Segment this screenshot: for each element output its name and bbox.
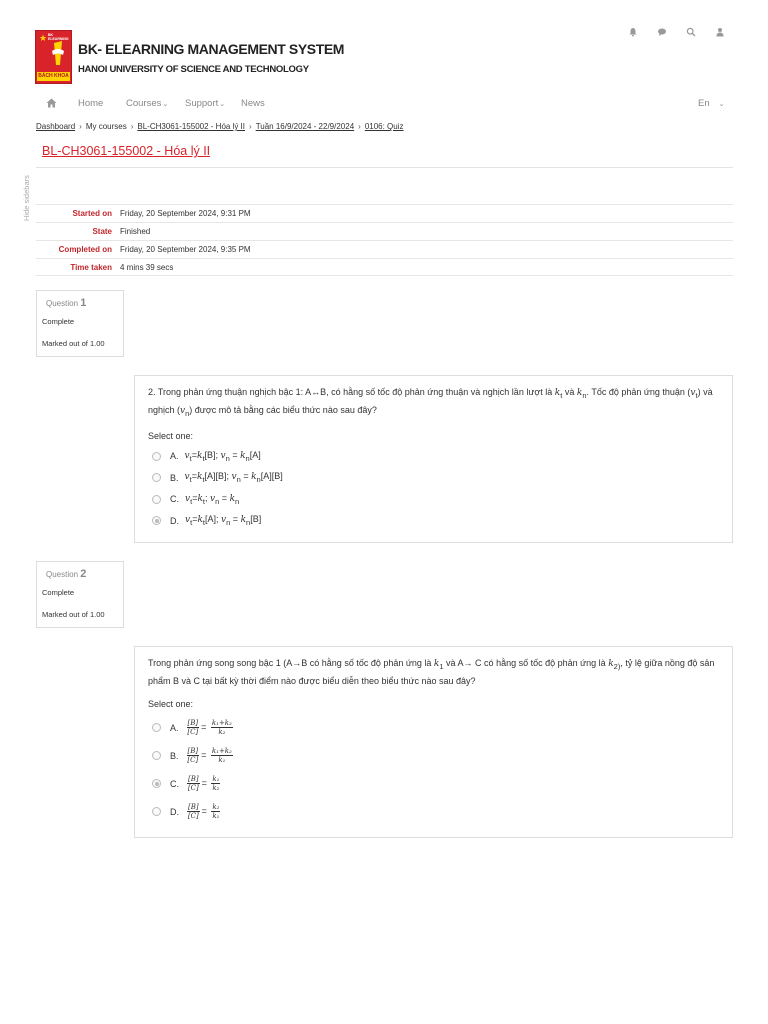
question-state: Complete — [42, 317, 75, 326]
option-letter: C. — [170, 494, 179, 505]
option-text: $v_t=k_t[B]$; $v_n = k_n[A]$ — [184, 449, 261, 463]
site-title: BK- ELEARNING MANAGEMENT SYSTEM — [78, 41, 345, 57]
question-content-2 — [134, 646, 733, 838]
option-letter: D. — [170, 806, 179, 817]
torch-icon — [50, 39, 66, 69]
summary-value: Finished — [120, 227, 151, 236]
breadcrumb-quiz[interactable]: 0106: Quiz — [364, 122, 404, 131]
summary-label: Completed on — [58, 245, 112, 254]
option-text: $v_t=k_t[A]$; $v_n = k_n[B]$ — [185, 514, 262, 528]
divider — [36, 167, 733, 168]
summary-value: Friday, 20 September 2024, 9:35 PM — [120, 245, 251, 254]
answer-option[interactable] — [148, 714, 719, 742]
option-text: $v_t=k_t[A][B]$; $v_n = k_n[A][B]$ — [184, 471, 283, 485]
chevron-down-icon: ⌄ — [219, 101, 226, 108]
answer-option[interactable] — [148, 798, 719, 826]
question-info-1 — [36, 290, 124, 357]
question-number-value: 2 — [80, 568, 87, 580]
answer-option[interactable] — [148, 446, 719, 468]
main-nav — [36, 96, 736, 114]
user-icon[interactable] — [715, 27, 725, 37]
summary-label: State — [92, 227, 112, 236]
answer-option[interactable] — [148, 770, 719, 798]
question-number — [42, 568, 118, 580]
question-number — [42, 297, 118, 309]
nav-support[interactable] — [185, 98, 225, 109]
home-icon[interactable] — [46, 98, 57, 111]
summary-row — [36, 204, 733, 222]
option-text: $\frac{[B]}{[C]}$ = $\frac{\text{k₂}}{\text{k₁}}$ — [187, 803, 220, 821]
nav-home[interactable]: Home — [78, 98, 104, 109]
nav-courses-label: Courses — [126, 98, 162, 109]
question-content-1 — [134, 375, 733, 543]
question-text: 2. Trong phản ứng thuận nghịch bậc 1: A↔B, có hằng số tốc độ phản ứng thuận và nghịch lần lượt là $k_t$ và $k_n$. Tốc độ phản ứng thuận $(v_t)$ và nghịch $(v_n)$ được mô tả bằng các biểu thức nào sau đây? — [148, 387, 713, 418]
radio-button-selected[interactable] — [152, 516, 161, 525]
option-letter: B. — [170, 750, 179, 761]
answer-option[interactable] — [148, 742, 719, 770]
nav-support-label: Support — [185, 98, 219, 109]
radio-button[interactable] — [152, 495, 161, 504]
question-state: Complete — [42, 588, 75, 597]
summary-row — [36, 240, 733, 258]
summary-label: Time taken — [70, 262, 112, 272]
site-logo[interactable] — [35, 30, 72, 84]
chevron-right-icon: › — [249, 122, 252, 131]
chevron-right-icon: › — [79, 122, 82, 131]
option-letter: D. — [170, 515, 179, 526]
select-one-label: Select one: — [148, 698, 194, 709]
option-letter: A. — [170, 722, 179, 733]
option-text: $v_t=k_t$; $v_n = k_n$ — [185, 492, 240, 506]
summary-label: Started on — [72, 209, 112, 218]
radio-button[interactable] — [152, 723, 161, 732]
site-header — [35, 30, 735, 86]
question-info-2 — [36, 561, 124, 628]
search-icon[interactable] — [686, 27, 696, 37]
question-marks: Marked out of 1.00 — [42, 610, 105, 619]
question-label: Question — [46, 570, 79, 579]
chevron-right-icon: › — [130, 122, 134, 131]
chevron-down-icon: ⌄ — [718, 101, 725, 108]
nav-courses[interactable] — [126, 98, 168, 109]
option-text: $\frac{[B]}{[C]}$ = $\frac{\text{k₁+k₂}}{\text{k₁}}$ — [187, 747, 232, 765]
breadcrumb — [36, 122, 404, 131]
breadcrumb-dashboard[interactable]: Dashboard — [36, 122, 76, 131]
answer-option[interactable] — [148, 489, 719, 511]
language-selector[interactable] — [698, 98, 725, 109]
logo-brand: BÁCH KHOA — [38, 73, 69, 79]
answer-options — [148, 446, 719, 532]
question-label: Question — [46, 299, 79, 308]
option-text: $\frac{[B]}{[C]}$ = $\frac{\text{k₁}}{\text{k₂}}$ — [187, 775, 220, 793]
select-one-label: Select one: — [148, 430, 194, 441]
summary-value: 4 mins 39 secs — [120, 262, 174, 272]
nav-news[interactable]: News — [241, 98, 265, 109]
site-subtitle: HANOI UNIVERSITY OF SCIENCE AND TECHNOLOGY — [78, 64, 309, 75]
chevron-right-icon: › — [358, 122, 361, 131]
breadcrumb-my-courses: My courses — [85, 122, 127, 131]
question-number-value: 1 — [80, 297, 87, 309]
radio-button[interactable] — [152, 473, 161, 482]
radio-button[interactable] — [152, 807, 161, 816]
bell-icon[interactable] — [628, 27, 638, 37]
option-text: $\frac{[B]}{[C]}$ = $\frac{\text{k₁+k₂}}{\text{k₂}}$ — [187, 719, 232, 737]
answer-option[interactable] — [148, 510, 719, 532]
summary-row — [36, 222, 733, 240]
question-marks: Marked out of 1.00 — [42, 339, 105, 348]
radio-button[interactable] — [152, 452, 161, 461]
option-letter: C. — [170, 778, 179, 789]
option-letter: A. — [170, 451, 179, 462]
attempt-summary-table — [36, 204, 733, 276]
course-title-link[interactable]: BL-CH3061-155002 - Hóa lý II — [42, 144, 211, 158]
breadcrumb-week[interactable]: Tuần 16/9/2024 - 22/9/2024 — [255, 122, 355, 131]
option-letter: B. — [170, 472, 179, 483]
radio-button[interactable] — [152, 751, 161, 760]
language-label: En — [698, 98, 710, 109]
hide-sidebars-toggle[interactable]: Hide sidebars — [22, 175, 31, 221]
summary-row — [36, 258, 733, 276]
star-icon: ★ — [39, 33, 48, 43]
summary-value: Friday, 20 September 2024, 9:31 PM — [120, 209, 251, 218]
chevron-down-icon: ⌄ — [162, 101, 169, 108]
answer-option[interactable] — [148, 467, 719, 489]
chat-icon[interactable] — [657, 27, 667, 37]
question-text: Trong phản ứng song song bậc 1 (A→B có hằng số tốc độ phản ứng là $k_1$ và A→ C có hằng số tốc độ phản ứng là $k_{2)}$, tỷ lệ giữa nồng độ sản phẩm B và C tại bất kỳ thời điểm nào được biểu diễn theo biểu thức nào sau đây? — [148, 658, 715, 686]
radio-button-selected[interactable] — [152, 779, 161, 788]
logo-top-text: BK ELEARNING — [48, 33, 69, 41]
header-icons — [628, 27, 725, 37]
answer-options — [148, 714, 719, 826]
breadcrumb-course[interactable]: BL-CH3061-155002 - Hóa lý II — [137, 122, 246, 131]
